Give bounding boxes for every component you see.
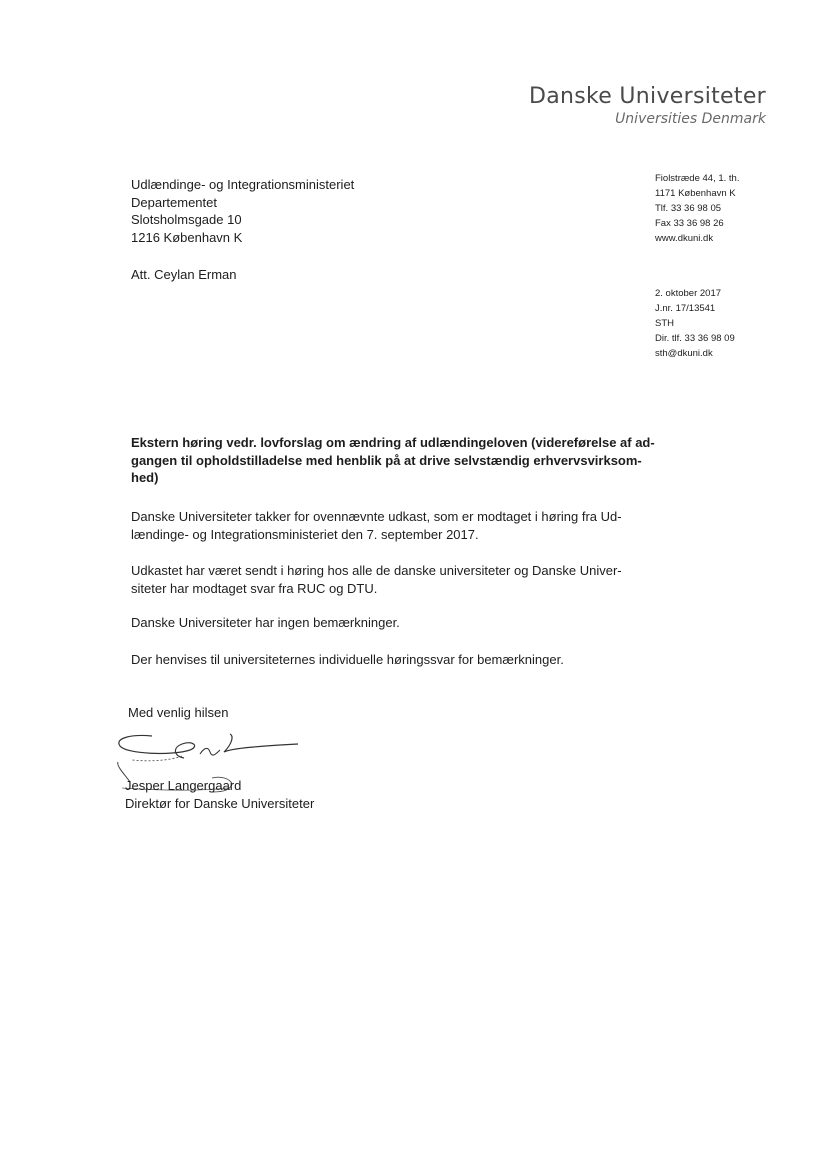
paragraph-line: Udkastet har været sendt i høring hos alle de danske universiteter og Danske Univer- [131, 563, 622, 578]
recipient-line: Slotsholmsgade 10 [131, 212, 242, 227]
initials: STH [655, 318, 674, 329]
letter-meta [655, 286, 735, 361]
letter-date: 2. oktober 2017 [655, 288, 722, 299]
closing-salutation: Med venlig hilsen [128, 705, 229, 720]
recipient-line: Departementet [131, 194, 217, 210]
attention-line: Att. Ceylan Erman [131, 267, 237, 282]
org-subtitle: Universities Denmark [615, 111, 766, 127]
sender-address [655, 171, 739, 246]
paragraph-line: Danske Universiteter takker for ovennævnte udkast, som er modtaget i høring fra Ud- [131, 509, 622, 524]
body-paragraph-4: Der henvises til universiteternes individuelle høringssvar for bemærkninger. [131, 652, 564, 667]
subject-line: hed) [131, 470, 159, 485]
paragraph-line: siteter har modtaget svar fra RUC og DTU. [131, 581, 378, 596]
subject-line: gangen til opholdstilladelse med henblik på at drive selvstændig erhvervsvirksom- [131, 452, 642, 468]
direct-phone: Dir. tlf. 33 36 98 09 [655, 333, 735, 344]
org-name: Danske Universiteter [528, 84, 766, 109]
sender-line: Fiolstræde 44, 1. th. [655, 173, 740, 184]
sender-website: www.dkuni.dk [655, 233, 714, 244]
letter-subject [131, 434, 655, 487]
paragraph-line: lændinge- og Integrationsministeriet den 7. september 2017. [131, 527, 479, 542]
sender-line: Fax 33 36 98 26 [655, 218, 724, 229]
letterhead-logo [529, 84, 766, 128]
subject-line: Ekstern høring vedr. lovforslag om ændring af udlændingeloven (videreførelse af ad- [131, 435, 655, 450]
contact-email: sth@dkuni.dk [655, 348, 713, 359]
signer-title: Direktør for Danske Universiteter [125, 796, 315, 811]
sender-line: Tlf. 33 36 98 05 [655, 203, 722, 214]
recipient-line: Udlændinge- og Integrationsministeriet [131, 177, 355, 192]
body-paragraph-2 [131, 562, 643, 598]
sender-line: 1171 København K [655, 188, 736, 199]
body-paragraph-1 [131, 508, 643, 544]
recipient-address [131, 176, 354, 246]
recipient-line: 1216 København K [131, 229, 243, 245]
signer-name: Jesper Langergaard [125, 778, 242, 793]
body-paragraph-3: Danske Universiteter har ingen bemærkninger. [131, 615, 400, 630]
journal-number: J.nr. 17/13541 [655, 303, 716, 314]
